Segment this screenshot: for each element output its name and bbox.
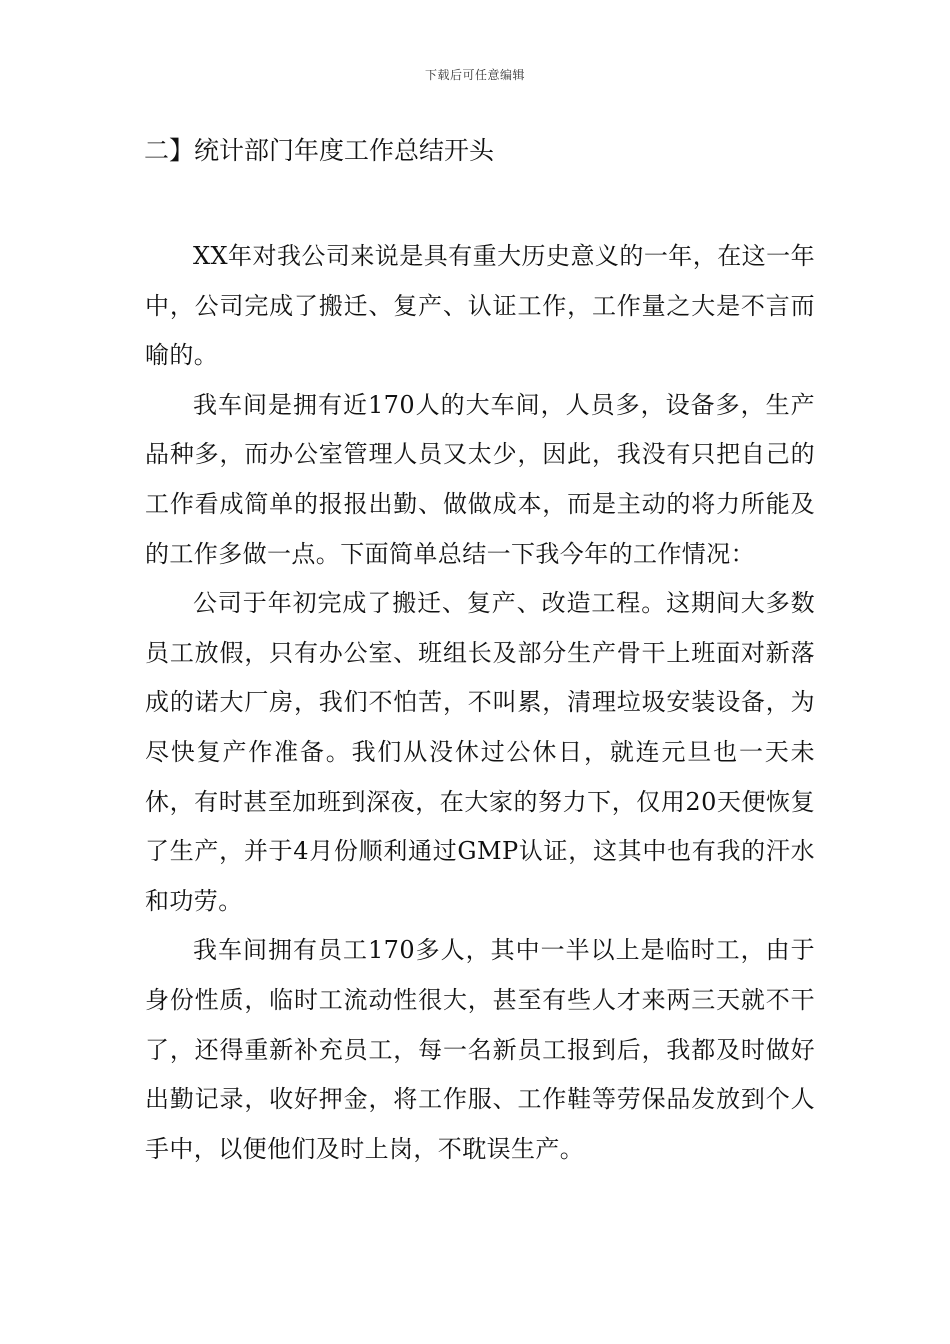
page-header: 下载后可任意编辑 <box>424 68 525 82</box>
paragraph-2: 我车间是拥有近170人的大车间，人员多，设备多，生产品种多，而办公室管理人员又太少，因此，我没有只把自己的工作看成简单的报报出勤、做做成本，而是主动的将力所能及的工作多做一点。下面简单总结一下我今年的工作情况： <box>145 390 815 568</box>
document-title: 二】统计部门年度工作总结开头 <box>144 136 495 165</box>
document-body <box>145 232 815 1174</box>
paragraph-1: XX年对我公司来说是具有重大历史意义的一年，在这一年中，公司完成了搬迁、复产、认证工作，工作量之大是不言而喻的。 <box>145 242 815 370</box>
paragraph-4: 我车间拥有员工170多人，其中一半以上是临时工，由于身份性质，临时工流动性很大，甚至有些人才来两三天就不干了，还得重新补充员工，每一名新员工报到后，我都及时做好出勤记录，收好押金，将工作服、工作鞋等劳保品发放到个人手中，以便他们及时上岗，不耽误生产。 <box>145 936 815 1163</box>
paragraph-3: 公司于年初完成了搬迁、复产、改造工程。这期间大多数员工放假，只有办公室、班组长及部分生产骨干上班面对新落成的诺大厂房，我们不怕苦，不叫累，清理垃圾安装设备，为尽快复产作准备。我们从没休过公休日，就连元旦也一天未休，有时甚至加班到深夜，在大家的努力下，仅用20天便恢复了生产，并于4月份顺利通过GMP认证，这其中也有我的汗水和功劳。 <box>145 589 815 915</box>
